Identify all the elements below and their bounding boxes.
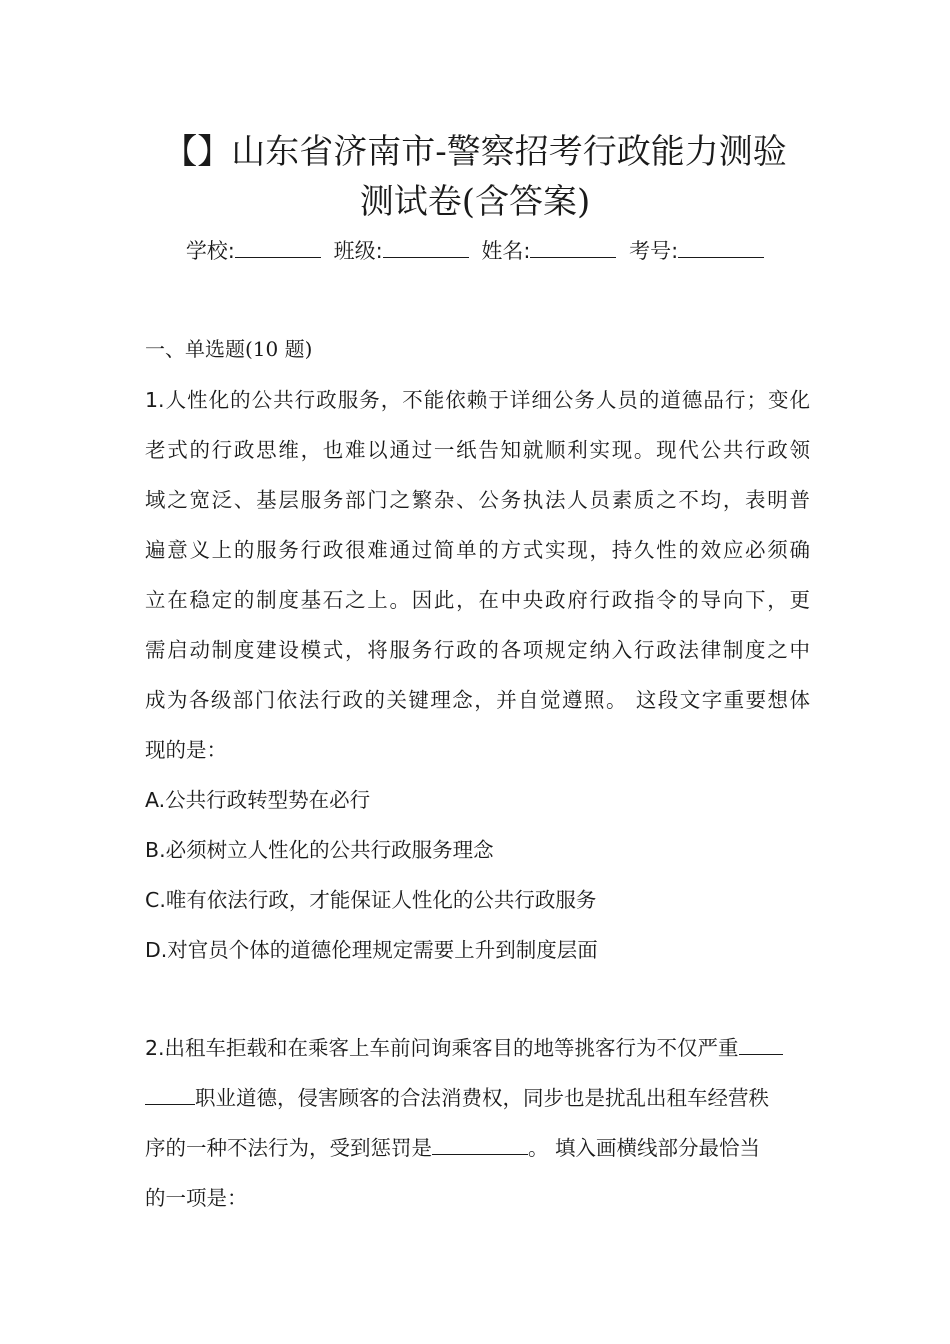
answer-blank-1b[interactable] [145,1084,195,1105]
question-1-line: 1.人性化的公共行政服务，不能依赖于详细公务人员的道德品行；变化 [145,388,810,412]
option-b[interactable]: B.必须树立人性化的公共行政服务理念 [145,838,494,862]
class-field [334,239,469,263]
question-1-line: 域之宽泛、基层服务部门之繁杂、公务执法人员素质之不均，表明普 [145,488,810,512]
exam-number-field [629,239,764,263]
option-c[interactable]: C.唯有依法行政，才能保证人性化的公共行政服务 [145,888,597,912]
question-1-line: 成为各级部门依法行政的关键理念，并自觉遵照。 这段文字重要想体 [145,688,810,712]
school-field [186,239,321,263]
question-2-text: 。 填入画横线部分最恰当 [528,1136,761,1160]
exam-number-label: 考号: [629,239,679,263]
class-blank[interactable] [383,237,469,258]
option-a[interactable]: A.公共行政转型势在必行 [145,788,371,812]
page-title-line1: 【】山东省济南市-警察招考行政能力测验 [163,132,787,172]
exam-number-blank[interactable] [678,237,764,258]
school-label: 学校: [185,239,235,263]
question-1 [145,385,810,985]
question-1-line: 老式的行政思维，也难以通过一纸告知就顺利实现。现代公共行政领 [145,438,810,462]
section-heading: 一、单选题(10 题) [145,337,313,361]
class-label: 班级: [333,239,383,263]
question-1-line: 需启动制度建设模式，将服务行政的各项规定纳入行政法律制度之中 [145,638,810,662]
question-1-line: 遍意义上的服务行政很难通过简单的方式实现，持久性的效应必须确 [145,538,810,562]
answer-blank-1a[interactable] [739,1034,783,1055]
question-2-line-4: 的一项是： [145,1186,248,1210]
question-1-line: 立在稳定的制度基石之上。因此，在中央政府行政指令的导向下，更 [145,588,810,612]
option-d[interactable]: D.对官员个体的道德伦理规定需要上升到制度层面 [145,938,598,962]
school-blank[interactable] [235,237,321,258]
student-info-row [0,236,950,266]
name-label: 姓名: [481,239,531,263]
question-2-line-1 [145,1033,810,1083]
answer-blank-2[interactable] [432,1134,528,1155]
question-2-text: 职业道德，侵害顾客的合法消费权，同步也是扰乱出租车经营秩 [195,1086,769,1110]
question-2-text: 2.出租车拒载和在乘客上车前问询乘客目的地等挑客行为不仅严重 [145,1036,739,1060]
question-1-line: 现的是： [145,738,227,762]
question-2-line-2 [145,1083,810,1133]
page-title-line2: 测试卷(含答案) [359,182,591,222]
question-2-text: 序的一种不法行为，受到惩罚是 [145,1136,432,1160]
question-2 [145,1033,810,1233]
name-field [481,239,616,263]
name-blank[interactable] [530,237,616,258]
question-2-line-3 [145,1133,810,1183]
